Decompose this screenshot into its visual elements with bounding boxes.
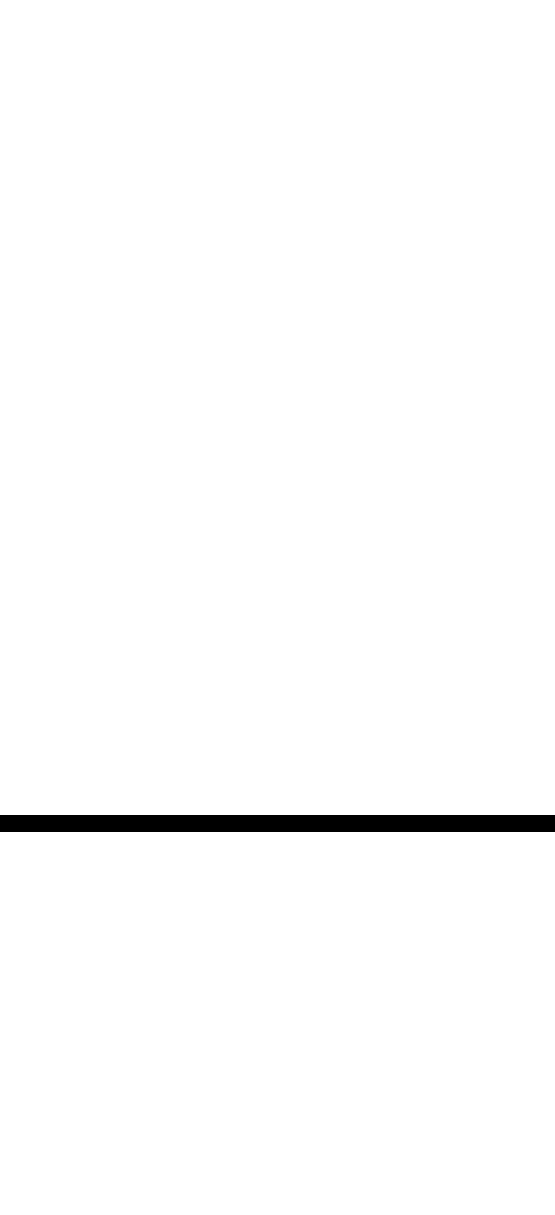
console-panel-bottom — [0, 832, 555, 1215]
screenshot-divider — [0, 815, 555, 832]
